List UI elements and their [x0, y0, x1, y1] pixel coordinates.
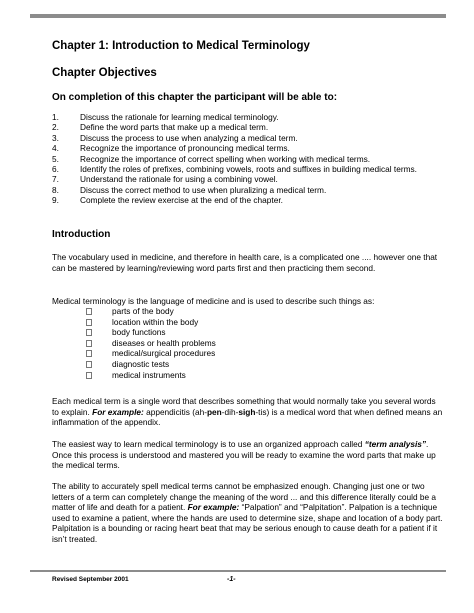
objective-item [52, 164, 432, 174]
list-item [86, 359, 216, 370]
introduction-heading: Introduction [52, 229, 111, 240]
objective-text: Identify the roles of prefixes, combining vowels, roots and suffixes in building medical terms. [80, 164, 417, 175]
objective-number: 5. [52, 153, 59, 164]
list-item [86, 338, 216, 349]
stressed-syllable: pen [206, 406, 222, 417]
list-item [86, 306, 216, 317]
list-item [86, 370, 216, 381]
list-item-text: diseases or health problems [112, 337, 216, 348]
objective-number: 1. [52, 112, 59, 122]
checkbox-bullet-icon [86, 308, 92, 315]
chapter-title: Chapter 1: Introduction to Medical Terminology [52, 40, 310, 52]
term-analysis-label: “term analysis” [364, 439, 427, 449]
list-item-text: parts of the body [112, 306, 174, 316]
list-item-text: medical/surgical procedures [112, 348, 216, 359]
footer-rule [30, 570, 446, 572]
objectives-lead: On completion of this chapter the participant will be able to: [52, 92, 338, 103]
objective-item [52, 174, 432, 184]
stressed-syllable: sigh [238, 406, 256, 417]
revision-date: Revised September 2001 [52, 576, 129, 583]
objective-item [52, 122, 432, 132]
list-item-text: medical instruments [112, 369, 186, 380]
list-item [86, 317, 216, 328]
checkbox-bullet-icon [86, 329, 92, 336]
single-word-paragraph [52, 396, 444, 428]
checkbox-bullet-icon [86, 372, 92, 379]
list-item-text: location within the body [112, 316, 199, 327]
objective-item [52, 143, 432, 153]
objective-text: Complete the review exercise at the end of the chapter. [80, 195, 283, 206]
checkbox-bullet-icon [86, 350, 92, 357]
objective-text: Discuss the correct method to use when pluralizing a medical term. [80, 184, 327, 195]
objective-text: Understand the rationale for using a combining vowel. [80, 174, 278, 185]
objective-text: Define the word parts that make up a medical term. [80, 122, 269, 133]
objective-number: 4. [52, 143, 59, 154]
objectives-list [52, 112, 432, 206]
objective-number: 9. [52, 195, 59, 206]
intro-paragraph: The vocabulary used in medicine, and therefore in health care, is a complicated one .... however one that can be mastered by learning/reviewing word parts first and then practicing them second. [52, 252, 438, 273]
objective-text: Discuss the rationale for learning medical terminology. [80, 112, 279, 122]
example-label: For example: [92, 406, 144, 417]
objective-text: Discuss the process to use when analyzing a medical term. [80, 132, 298, 143]
objective-item [52, 195, 432, 205]
paragraph-text: “Palpation” and “Palpitation”. Palpation is a technique used to examine a patient, where the hands are used to determine size, shape and location of a body part. Palpitation is a bounding or racing heart beat that may be serious enough to cause death for a patient if it isn’t treated. [52, 502, 443, 544]
paragraph-text: Each medical term is a single word that describes something that would normally take you several words to explain. [52, 396, 436, 417]
paragraph-text: The easiest way to learn medical terminology is to use an organized approach called [52, 439, 365, 449]
objective-item [52, 112, 432, 122]
top-rule [30, 14, 446, 18]
list-item [86, 348, 216, 359]
objective-number: 3. [52, 132, 59, 143]
checkbox-bullet-icon [86, 319, 92, 326]
objective-text: Recognize the importance of pronouncing medical terms. [80, 143, 290, 154]
objective-item [52, 154, 432, 164]
paragraph-text: appendicitis (ah- [143, 406, 207, 417]
paragraph-text: -tis) is a medical word that when defined means an inflammation of the appendix. [52, 406, 443, 428]
list-item-text: body functions [112, 327, 166, 338]
example-label: For example: [187, 502, 240, 513]
checkbox-bullet-icon [86, 361, 92, 368]
page-number: -1- [227, 576, 236, 583]
paragraph-text: The ability to accurately spell medical terms cannot be emphasized enough. Changing just one or two letters of a term can completely change the meaning of the word ... and this difference literally could be a matter of life and death for a patient. [52, 481, 437, 513]
definition-paragraph: Medical terminology is the language of medicine and is used to describe such things as: [52, 296, 375, 306]
checkbox-bullet-icon [86, 340, 92, 347]
objective-number: 6. [52, 164, 59, 175]
objective-number: 8. [52, 184, 59, 195]
objective-text: Recognize the importance of correct spelling when working with medical terms. [80, 153, 371, 164]
list-item-text: diagnostic tests [112, 358, 170, 369]
paragraph-text: -dih- [221, 406, 239, 417]
objectives-heading: Chapter Objectives [52, 67, 157, 79]
objective-item [52, 133, 432, 143]
objective-number: 2. [52, 122, 59, 133]
term-analysis-paragraph [52, 439, 444, 471]
spelling-paragraph [52, 481, 444, 545]
paragraph-text: . Once this process is understood and mastered you will be ready to examine the word parts that make up the medical terms. [52, 439, 436, 471]
usage-list [86, 306, 216, 380]
objective-number: 7. [52, 174, 59, 185]
list-item [86, 327, 216, 338]
objective-item [52, 185, 432, 195]
